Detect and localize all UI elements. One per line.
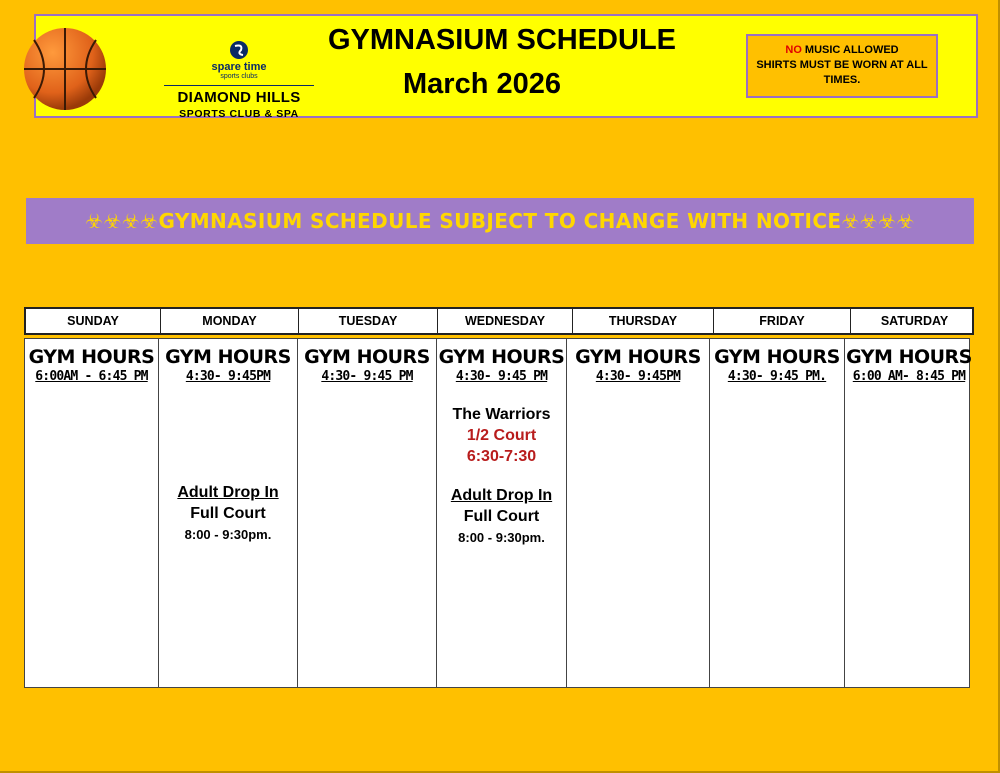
basketball-icon bbox=[22, 26, 108, 112]
day-cell-saturday bbox=[845, 339, 973, 687]
event-time: 6:30-7:30 bbox=[466, 448, 537, 465]
event-adult-drop-in bbox=[437, 485, 566, 548]
gym-hours-label: GYM HOURS bbox=[575, 346, 701, 368]
schedule-table bbox=[24, 307, 974, 688]
spare-time-logo-icon bbox=[229, 40, 249, 60]
day-cell-monday bbox=[159, 339, 298, 687]
gym-hours-time: 4:30- 9:45 PM. bbox=[727, 369, 827, 384]
notice-line-2: SHIRTS MUST BE WORN AT ALL TIMES. bbox=[756, 59, 928, 86]
change-notice-banner: ☣☣☣☣GYMNASIUM SCHEDULE SUBJECT TO CHANGE WITH NOTICE☣☣☣☣ bbox=[26, 198, 974, 244]
club-subtitle: SPORTS CLUB & SPA bbox=[179, 108, 299, 120]
logo-brand: spare time bbox=[211, 61, 267, 73]
day-cell-tuesday bbox=[298, 339, 437, 687]
rules-notice bbox=[746, 34, 938, 98]
event-time: 8:00 - 9:30pm. bbox=[184, 527, 272, 542]
gym-hours-time: 4:30- 9:45 PM bbox=[321, 369, 413, 384]
day-cell-sunday bbox=[25, 339, 159, 687]
logo-sub: sports clubs bbox=[220, 73, 258, 80]
day-header-friday: FRIDAY bbox=[714, 309, 851, 333]
day-header-wednesday: WEDNESDAY bbox=[438, 309, 573, 333]
club-name: DIAMOND HILLS bbox=[177, 89, 301, 106]
gym-hours-label: GYM HOURS bbox=[714, 346, 840, 368]
event-title: Adult Drop In bbox=[177, 484, 279, 501]
gym-hours-label: GYM HOURS bbox=[304, 346, 430, 368]
gym-hours-label: GYM HOURS bbox=[165, 346, 291, 368]
event-court: 1/2 Court bbox=[466, 427, 537, 444]
page-subtitle: March 2026 bbox=[403, 68, 561, 100]
event-court: Full Court bbox=[190, 505, 266, 522]
day-header-row bbox=[24, 307, 974, 335]
notice-music: MUSIC ALLOWED bbox=[801, 44, 899, 56]
day-cell-thursday bbox=[567, 339, 710, 687]
event-time: 8:00 - 9:30pm. bbox=[458, 530, 545, 545]
event-adult-drop-in bbox=[159, 482, 297, 545]
day-cell-friday bbox=[710, 339, 845, 687]
event-the-warriors bbox=[437, 404, 566, 467]
gym-hours-label: GYM HOURS bbox=[438, 346, 565, 368]
event-title: Adult Drop In bbox=[450, 487, 553, 504]
gym-hours-label: GYM HOURS bbox=[846, 346, 972, 368]
day-cell-wednesday bbox=[437, 339, 567, 687]
day-header-sunday: SUNDAY bbox=[26, 309, 161, 333]
gym-hours-time: 6:00 AM- 8:45 PM bbox=[852, 369, 966, 384]
gym-hours-label: GYM HOURS bbox=[28, 346, 155, 368]
gym-hours-time: 6:00AM - 6:45 PM bbox=[35, 369, 148, 384]
day-header-monday: MONDAY bbox=[161, 309, 299, 333]
notice-line-1 bbox=[748, 43, 936, 58]
event-court: Full Court bbox=[463, 508, 540, 525]
notice-no: NO bbox=[785, 44, 802, 56]
day-header-tuesday: TUESDAY bbox=[299, 309, 438, 333]
event-title: The Warriors bbox=[452, 406, 551, 423]
gym-hours-time: 4:30- 9:45PM bbox=[185, 369, 271, 384]
gym-hours-time: 4:30- 9:45PM bbox=[595, 369, 681, 384]
schedule-body bbox=[24, 338, 970, 688]
page-title: GYMNASIUM SCHEDULE bbox=[327, 24, 676, 56]
day-header-thursday: THURSDAY bbox=[573, 309, 714, 333]
day-header-saturday: SATURDAY bbox=[880, 314, 949, 328]
gym-hours-time: 4:30- 9:45 PM bbox=[455, 369, 548, 384]
